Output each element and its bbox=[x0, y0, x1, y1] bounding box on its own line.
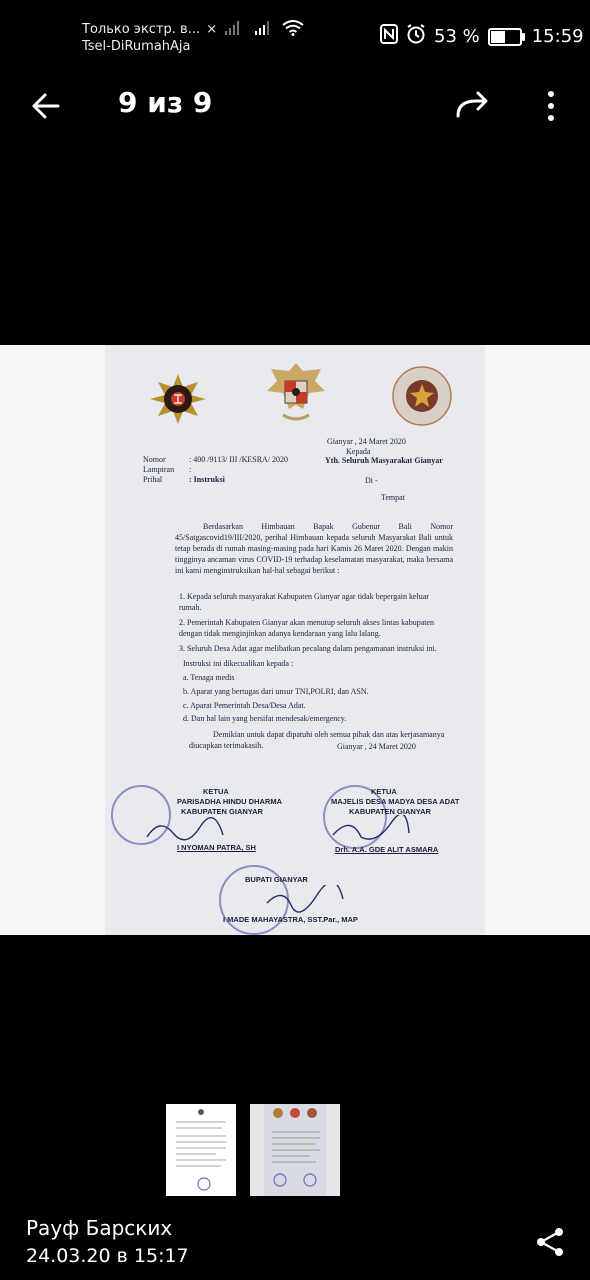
right-signatory-title-1: KETUA bbox=[371, 787, 397, 796]
nfc-icon bbox=[380, 24, 398, 49]
letter-date-top: Gianyar , 24 Maret 2020 bbox=[327, 437, 406, 446]
more-vertical-icon bbox=[536, 86, 566, 126]
signature-right bbox=[331, 815, 411, 845]
letter-intro: Berdasarkan Himbauan Bapak Gubenur Bali Nomor 45/Satgascovid19/III/2020, perihal Himbauan kepada seluruh Masyarakat Bali untuk tetap berada di rumah masing-masing pada hari Kamis 26 Maret 2020. Dengan makin tingginya ancaman virus COVID-19 terhadap keselamatan masyarakat, maka bersama ini kami menginstruksikan hal-hal sebagai berikut : bbox=[175, 522, 453, 575]
bupati-name: I MADE MAHAYASTRA, SST.Par., MAP bbox=[223, 915, 358, 924]
prihal-label: Prihal bbox=[143, 475, 163, 484]
forward-arrow-icon bbox=[452, 86, 492, 126]
prihal-value: : Instruksi bbox=[189, 475, 225, 484]
back-button[interactable] bbox=[28, 86, 64, 126]
back-arrow-icon bbox=[28, 86, 64, 126]
lampiran-label: Lampiran bbox=[143, 465, 175, 474]
nomor-value: : 400 /9113/ III /KESRA/ 2020 bbox=[189, 455, 289, 464]
exception-c: c. Aparat Pemerintah Desa/Desa Adat. bbox=[183, 701, 306, 710]
left-signatory-name: I NYOMAN PATRA, SH bbox=[177, 843, 256, 852]
wifi-icon bbox=[282, 20, 304, 40]
signature-left bbox=[145, 815, 225, 845]
left-signatory-title-1: KETUA bbox=[203, 787, 229, 796]
sender-name: Рауф Барских bbox=[26, 1216, 173, 1240]
forward-button[interactable] bbox=[452, 86, 492, 126]
letter-closing: Demikian untuk dapat dipatuhi oleh semua pihak dan atas kerjasamanya diucapkan terimakasih. bbox=[189, 730, 445, 750]
signal-icon bbox=[255, 21, 271, 39]
image-counter: 9 из 9 bbox=[118, 86, 213, 119]
carrier-name: Только экстр. в... × bbox=[82, 20, 304, 40]
letter-kepada: Kepada bbox=[346, 447, 371, 456]
letter-tempat: Tempat bbox=[381, 493, 405, 502]
exception-b: b. Aparat yang bertugas dari unsur TNI,POLRI, dan ASN. bbox=[183, 687, 369, 696]
parisadha-emblem-icon bbox=[149, 373, 207, 425]
photo-viewer[interactable] bbox=[0, 345, 590, 935]
letter-di: Di - bbox=[365, 476, 378, 485]
clock: 15:59 bbox=[531, 26, 584, 47]
majelis-desa-adat-emblem-icon bbox=[391, 365, 453, 427]
instruction-item-1: 1. Kepada seluruh masyarakat Kabupaten Gianyar agar tidak bepergain keluar rumah. bbox=[179, 592, 429, 612]
battery-icon bbox=[488, 28, 522, 46]
carrier-subtitle: Tsel-DiRumahAja bbox=[82, 39, 191, 54]
battery-percent: 53 % bbox=[434, 26, 480, 47]
thumbnail-8[interactable] bbox=[166, 1104, 236, 1196]
left-signatory-title-2: PARISADHA HINDU DHARMA bbox=[177, 797, 282, 806]
alarm-icon bbox=[406, 24, 426, 49]
nomor-label: Nomor bbox=[143, 455, 166, 464]
close-icon: × bbox=[206, 22, 218, 37]
status-indicators bbox=[380, 24, 584, 49]
exception-d: d. Dan hal lain yang bersifat mendesak/emergency. bbox=[183, 714, 347, 723]
bupati-title: BUPATI GIANYAR bbox=[245, 875, 308, 884]
thumbnail-document-preview bbox=[166, 1104, 236, 1196]
right-signatory-title-2: MAJELIS DESA MADYA DESA ADAT bbox=[331, 797, 460, 806]
lampiran-value: : bbox=[189, 465, 192, 474]
document-photo bbox=[105, 345, 485, 935]
share-icon bbox=[534, 1226, 566, 1258]
share-button[interactable] bbox=[534, 1226, 566, 1258]
signature-bupati bbox=[265, 885, 345, 913]
thumbnail-9-selected[interactable] bbox=[250, 1104, 340, 1196]
garuda-pancasila-emblem-icon bbox=[263, 359, 329, 429]
instruction-item-2: 2. Pemerintah Kabupaten Gianyar akan menutup seluruh akses lintas kabupaten dengan tidak menginjinkan adanya kendaraan yang lalu lalang. bbox=[179, 618, 435, 638]
right-signatory-title-3: KABUPATEN GIANYAR bbox=[349, 807, 431, 816]
thumbnail-letter-preview bbox=[250, 1104, 340, 1196]
signal-icon bbox=[225, 21, 241, 39]
letter-date-bottom: Gianyar , 24 Maret 2020 bbox=[337, 742, 416, 751]
right-signatory-name: Drh. A.A. GDE ALIT ASMARA bbox=[335, 845, 439, 854]
exception-intro: Instruksi ini dikecualikan kepada : bbox=[183, 659, 294, 668]
message-date: 24.03.20 в 15:17 bbox=[26, 1245, 189, 1267]
letter-recipient: Yth. Seluruh Masyarakat Gianyar bbox=[325, 456, 443, 465]
left-signatory-title-3: KABUPATEN GIANYAR bbox=[181, 807, 263, 816]
instruction-item-3: 3. Seluruh Desa Adat agar melibatkan pecalang dalam pengamanan instruksi ini. bbox=[179, 644, 437, 653]
exception-a: a. Tenaga medis bbox=[183, 673, 235, 682]
more-options-button[interactable] bbox=[536, 86, 566, 126]
